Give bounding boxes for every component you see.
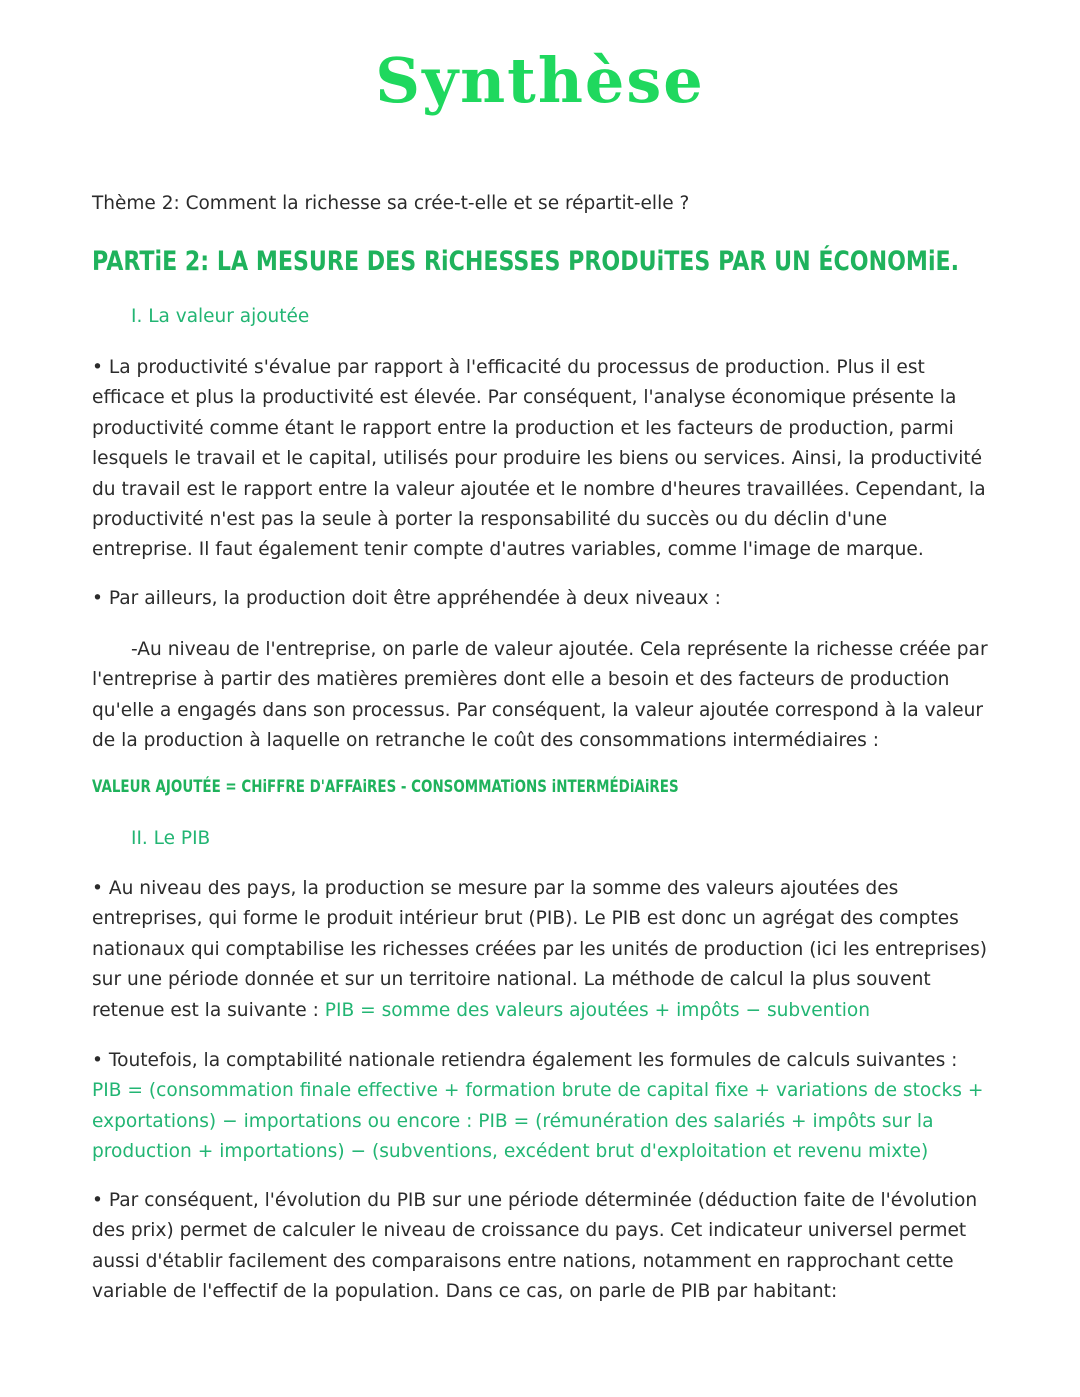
formula-valeur-ajoutee: VALEUR AJOUTÉE = CHiFFRE D'AFFAiRES - CONSOMMATiONS iNTERMÉDiAiRES	[92, 777, 679, 797]
pib-definition-text: • Au niveau des pays, la production se mesure par la somme des valeurs ajoutées des entreprises, qui forme le produit intérieur brut (PIB). Le PIB est donc un agrégat des comptes nationaux qui comptabilise les richesses créées par les unités de production (ici les entreprises) sur une période donnée et sur un territoire national. La méthode de calcul la plus souvent retenue est la suivante :	[92, 878, 988, 1021]
pib-formulas-text: • Toutefois, la comptabilité nationale retiendra également les formules de calculs suivantes :	[92, 1050, 958, 1071]
paragraph-pib-formulas	[92, 1046, 992, 1168]
part-title: PARTiE 2: LA MESURE DES RiCHESSES PRODUiTES PAR UN ÉCONOMiE.	[92, 246, 960, 277]
theme-line: Thème 2: Comment la richesse sa crée-t-elle et se répartit-elle ?	[92, 193, 690, 214]
paragraph-pib-definition	[92, 874, 992, 1026]
paragraph-production-niveaux: • Par ailleurs, la production doit être appréhendée à deux niveaux :	[92, 588, 721, 609]
pib-formula-2: PIB = (consommation finale effective + formation brute de capital fixe + variations de stocks + exportations) − importations ou encore : PIB = (rémunération des salariés + impôts sur la production + importations) − (subventions, excédent brut d'exploitation et revenu mixte)	[92, 1080, 984, 1163]
paragraph-pib-evolution: • Par conséquent, l'évolution du PIB sur une période déterminée (déduction faite de l'évolution des prix) permet de calculer le niveau de croissance du pays. Cet indicateur universel permet aussi d'établir facilement des comparaisons entre nations, notamment en rapprochant cette variable de l'effectif de la population. Dans ce cas, on parle de PIB par habitant:	[92, 1190, 978, 1303]
pib-formula-1: PIB = somme des valeurs ajoutées + impôts − subvention	[324, 999, 871, 1021]
page-title: Synthèse	[375, 44, 705, 117]
section-heading-valeur-ajoutee: I. La valeur ajoutée	[131, 306, 310, 327]
paragraph-productivite: • La productivité s'évalue par rapport à l'efficacité du processus de production. Plus il est efficace et plus la productivité est élevée. Par conséquent, l'analyse économique présente la productivité comme étant le rapport entre la production et les facteurs de production, parmi lesquels le travail et le capital, utilisés pour produire les biens ou services. Ainsi, la productivité du travail est le rapport entre la valeur ajoutée et le nombre d'heures travaillées. Cependant, la productivité n'est pas la seule à porter la responsabilité du succès ou du déclin d'une entreprise. Il faut également tenir compte d'autres variables, comme l'image de marque.	[92, 357, 986, 561]
paragraph-niveau-entreprise: -Au niveau de l'entreprise, on parle de valeur ajoutée. Cela représente la richesse créée par l'entreprise à partir des matières premières dont elle a besoin et des facteurs de production qu'elle a engagés dans son processus. Par conséquent, la valeur ajoutée correspond à la valeur de la production à laquelle on retranche le coût des consommations intermédiaires :	[92, 639, 988, 752]
section-heading-pib: II. Le PIB	[131, 828, 211, 849]
